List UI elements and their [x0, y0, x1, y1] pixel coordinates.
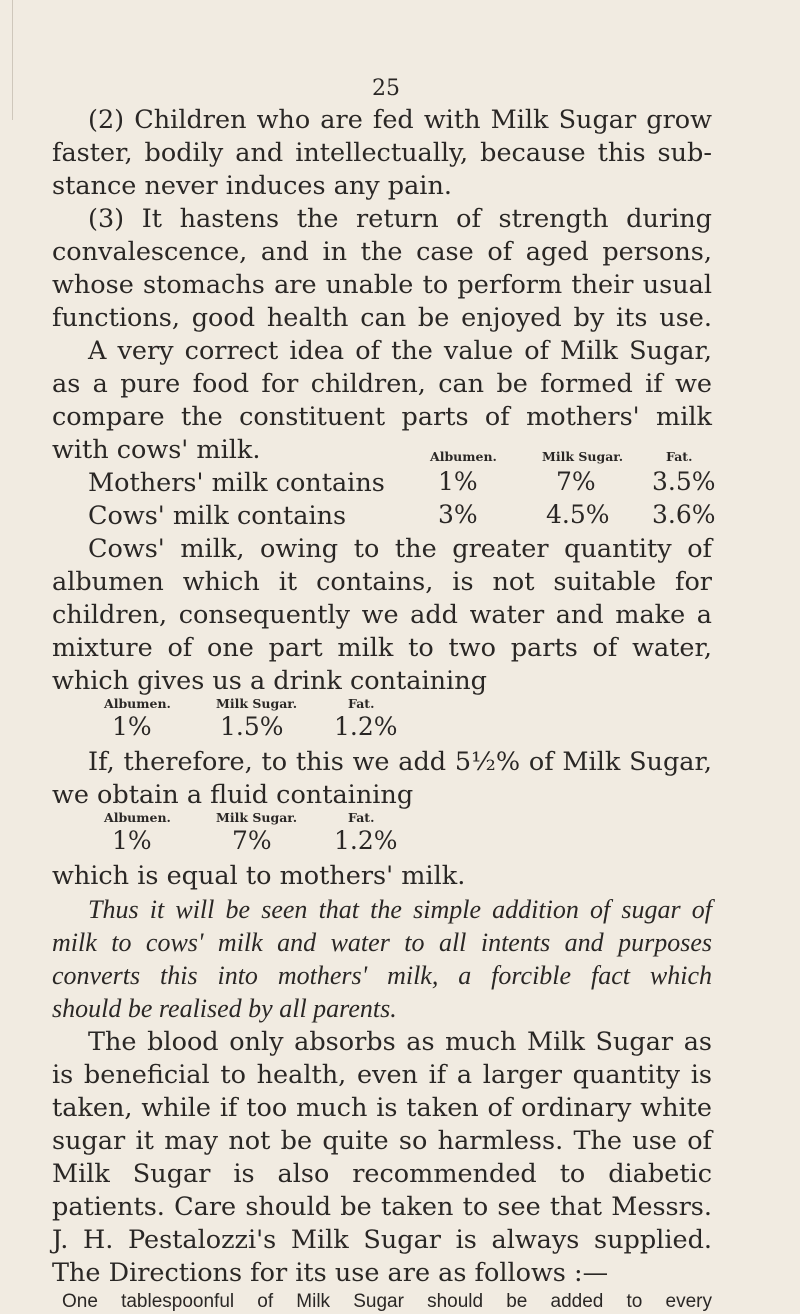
table-row-label: Mothers' milk contains — [88, 468, 385, 498]
table-cell: 3.6% — [652, 500, 716, 529]
text-line: faster, bodily and intellectually, because this sub- — [52, 138, 712, 168]
text-line: A very correct idea of the value of Milk Sugar, — [88, 336, 712, 366]
text-line: J. H. Pestalozzi's Milk Sugar is always supplied. — [52, 1225, 712, 1255]
table-header-fat: Fat. — [348, 810, 375, 825]
table-row-label: Cows' milk contains — [88, 501, 347, 531]
table-header-fat: Fat. — [666, 449, 693, 464]
text-line: as a pure food for children, can be formed if we — [52, 369, 712, 399]
table-header-albumen: Albumen. — [104, 810, 171, 825]
table-cell: 7% — [232, 826, 272, 855]
text-line: If, therefore, to this we add 5½% of Milk Sugar, — [88, 747, 712, 777]
text-line: patients. Care should be taken to see that Messrs. — [52, 1192, 712, 1222]
text-line: which is equal to mothers' milk. — [52, 861, 466, 891]
text-line: whose stomachs are unable to perform their usual — [52, 270, 712, 300]
table-cell: 1.2% — [334, 826, 398, 855]
text-line: we obtain a fluid containing — [52, 780, 414, 810]
text-line: sugar it may not be quite so harmless. The use of — [52, 1126, 712, 1156]
text-line: which gives us a drink containing — [52, 666, 487, 696]
text-line: The blood only absorbs as much Milk Sugar as — [88, 1027, 712, 1057]
table-cell: 3% — [438, 500, 478, 529]
text-line: Milk Sugar is also recommended to diabetic — [52, 1159, 712, 1189]
italic-text-line: milk to cows' milk and water to all intents and purposes — [52, 928, 712, 957]
text-line: (3) It hastens the return of strength during — [88, 204, 712, 234]
table-header-milk-sugar: Milk Sugar. — [216, 810, 298, 825]
text-line: The Directions for its use are as follows :— — [52, 1258, 609, 1288]
text-line: compare the constituent parts of mothers' milk — [52, 402, 712, 432]
table-header-albumen: Albumen. — [104, 696, 171, 711]
italic-text-line: Thus it will be seen that the simple addition of sugar of — [88, 895, 712, 924]
text-line: taken, while if too much is taken of ordinary white — [52, 1093, 712, 1123]
table-cell: 1% — [438, 467, 478, 496]
text-line: convalescence, and in the case of aged persons, — [52, 237, 712, 267]
table-header-albumen: Albumen. — [430, 449, 497, 464]
table-cell: 1.2% — [334, 712, 398, 741]
text-line: children, consequently we add water and make a — [52, 600, 712, 630]
directions-line: One tablespoonful of Milk Sugar should be added to every — [62, 1291, 712, 1312]
table-header-milk-sugar: Milk Sugar. — [216, 696, 298, 711]
page-number: 25 — [372, 76, 400, 101]
text-line: is beneficial to health, even if a larger quantity is — [52, 1060, 712, 1090]
table-cell: 1% — [112, 826, 152, 855]
text-line: (2) Children who are fed with Milk Sugar grow — [88, 105, 712, 135]
text-line: functions, good health can be enjoyed by its use. — [52, 303, 712, 333]
text-line: Cows' milk, owing to the greater quantity of — [88, 534, 712, 564]
text-line: mixture of one part milk to two parts of water, — [52, 633, 712, 663]
table-cell: 7% — [556, 467, 596, 496]
text-line: with cows' milk. — [52, 435, 261, 465]
table-cell: 1.5% — [220, 712, 284, 741]
text-line: stance never induces any pain. — [52, 171, 452, 201]
italic-text-line: converts this into mothers' milk, a forcible fact which — [52, 961, 712, 990]
table-cell: 4.5% — [546, 500, 610, 529]
table-cell: 1% — [112, 712, 152, 741]
table-cell: 3.5% — [652, 467, 716, 496]
italic-text-line: should be realised by all parents. — [52, 994, 397, 1023]
page-edge-mark — [12, 0, 13, 120]
table-header-milk-sugar: Milk Sugar. — [542, 449, 624, 464]
text-line: albumen which it contains, is not suitable for — [52, 567, 712, 597]
table-header-fat: Fat. — [348, 696, 375, 711]
